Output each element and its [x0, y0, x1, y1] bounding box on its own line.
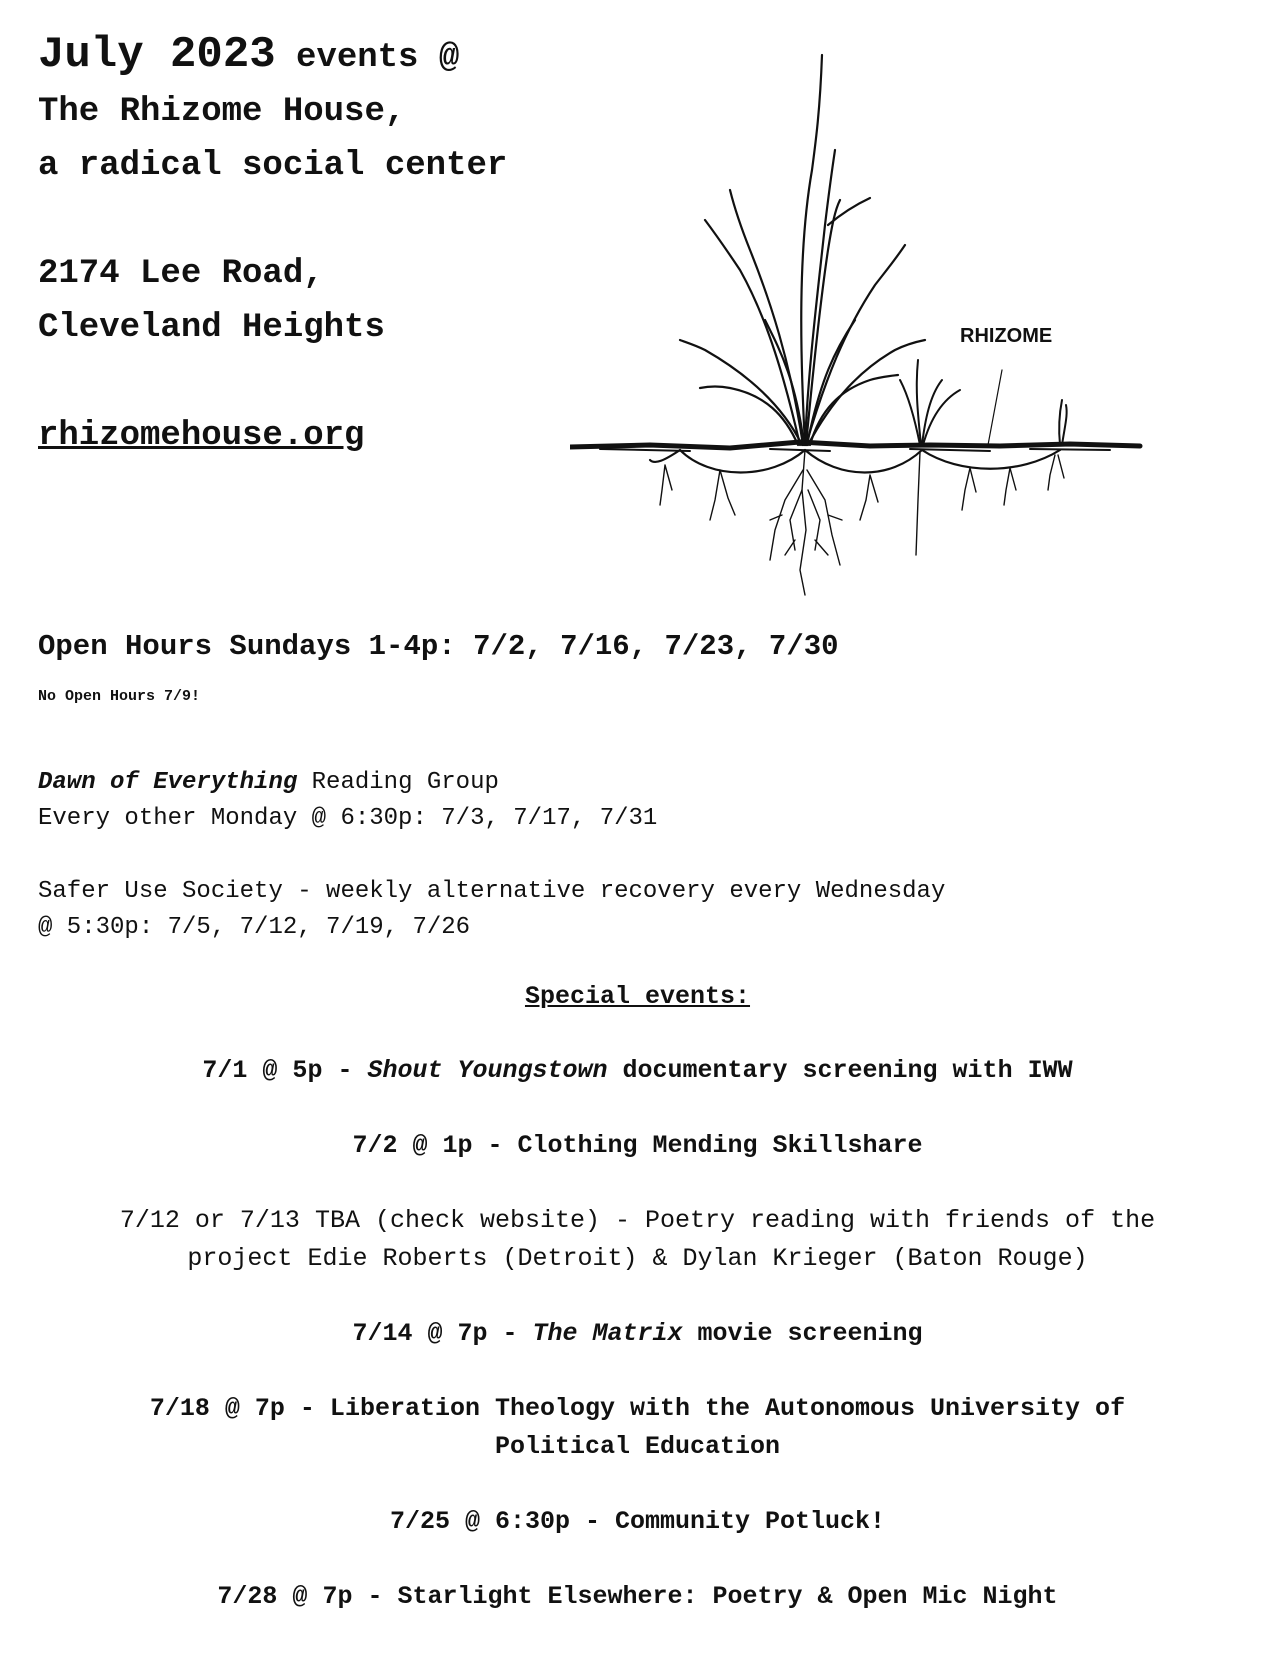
flyer-header — [38, 28, 507, 463]
rhizome-plant-illustration — [570, 50, 1180, 630]
event-item: 7/28 @ 7p - Starlight Elsewhere: Poetry & Open Mic Night — [217, 1582, 1058, 1611]
venue-name: The Rhizome House, — [38, 93, 406, 131]
website-link[interactable]: rhizomehouse.org — [38, 417, 365, 455]
address-street: 2174 Lee Road, — [38, 255, 324, 293]
reading-group-title: Dawn of Everything — [38, 769, 298, 796]
event-item: 7/14 @ 7p - The Matrix movie screening — [352, 1319, 923, 1348]
safer-use-line1: Safer Use Society - weekly alternative recovery every Wednesday — [38, 878, 946, 905]
month-year: July 2023 — [38, 30, 276, 80]
address-city: Cleveland Heights — [38, 309, 385, 347]
event-item: 7/18 @ 7p - Liberation Theology with the Autonomous University of Political Education — [149, 1394, 1126, 1461]
rhizome-label: RHIZOME — [960, 325, 1053, 347]
open-hours-note: No Open Hours 7/9! — [38, 688, 201, 705]
event-item: 7/25 @ 6:30p - Community Potluck! — [389, 1507, 886, 1536]
event-title: The Matrix — [532, 1319, 683, 1348]
open-hours: Open Hours Sundays 1-4p: 7/2, 7/16, 7/23, 7/30 — [38, 630, 839, 663]
reading-group-suffix: Reading Group — [297, 769, 499, 796]
reading-group — [38, 765, 657, 837]
event-item: 7/12 or 7/13 TBA (check website) - Poetry reading with friends of the project Edie Roberts (Detroit) & Dylan Krieger (Baton Rouge) — [119, 1206, 1156, 1273]
safer-use-line2: @ 5:30p: 7/5, 7/12, 7/19, 7/26 — [38, 914, 471, 941]
special-events-heading: Special events: — [524, 982, 751, 1011]
event-title: Shout Youngstown — [367, 1056, 608, 1085]
events-at: events @ — [275, 39, 460, 77]
reading-group-schedule: Every other Monday @ 6:30p: 7/3, 7/17, 7/31 — [38, 805, 658, 832]
safer-use-society — [38, 874, 945, 946]
special-events-list — [40, 1052, 1235, 1653]
event-item: 7/2 @ 1p - Clothing Mending Skillshare — [352, 1131, 923, 1160]
venue-tagline: a radical social center — [38, 147, 508, 185]
title-line — [38, 28, 507, 85]
event-item: 7/1 @ 5p - Shout Youngstown documentary screening with IWW — [202, 1056, 1073, 1085]
